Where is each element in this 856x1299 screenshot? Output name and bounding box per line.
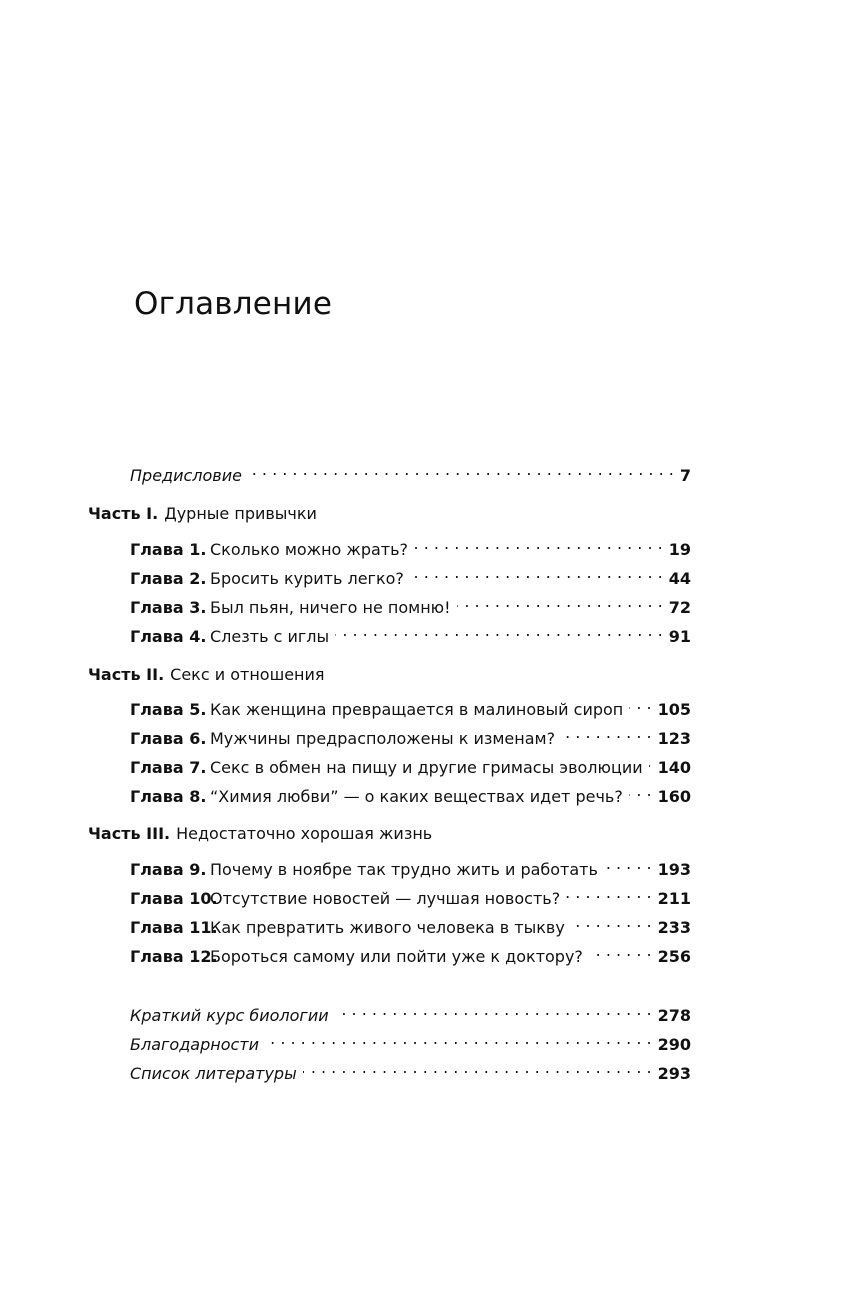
toc-part-3 [88, 823, 432, 845]
page-number: 293 [657, 1064, 691, 1083]
chapter-title: Бросить курить легко? [210, 569, 404, 588]
toc-entry-chapter-1[interactable] [130, 533, 691, 559]
page-number: 233 [657, 918, 691, 937]
chapter-number: Глава 4. [130, 627, 207, 646]
dot-leader [561, 722, 651, 744]
page-number: 72 [668, 598, 691, 617]
toc-entry-chapter-2[interactable] [130, 562, 691, 588]
dot-leader [604, 853, 652, 875]
toc-part-2 [88, 664, 325, 686]
chapter-number: Глава 6. [130, 729, 207, 748]
toc-entry-acknowledgements[interactable] [130, 1028, 691, 1054]
chapter-number: Глава 9. [130, 860, 207, 879]
chapter-title: Почему в ноябре так трудно жить и работать [210, 860, 598, 879]
toc-entry-biology-course[interactable] [130, 999, 691, 1025]
toc-entry-chapter-10[interactable] [130, 882, 691, 908]
page-number: 105 [657, 700, 691, 719]
chapter-number: Глава 7. [130, 758, 207, 777]
entry-title: Предисловие [130, 466, 242, 485]
entry-title: Благодарности [130, 1035, 259, 1054]
chapter-number: Глава 8. [130, 787, 207, 806]
chapter-title: Был пьян, ничего не помню! [210, 598, 451, 617]
chapter-number: Глава 1. [130, 540, 207, 559]
chapter-title: Как женщина превращается в малиновый сироп [210, 700, 624, 719]
dot-leader [629, 780, 652, 802]
page-number: 290 [657, 1035, 691, 1054]
part-title: Дурные привычки [164, 504, 317, 523]
page-number: 91 [668, 627, 691, 646]
dot-leader [335, 999, 652, 1021]
dot-leader [457, 591, 663, 613]
toc-entry-preface[interactable] [130, 459, 691, 485]
page-number: 7 [679, 466, 691, 485]
chapter-number: Глава 3. [130, 598, 207, 617]
chapter-title: Секс в обмен на пищу и другие гримасы эволюции [210, 758, 643, 777]
toc-entry-chapter-6[interactable] [130, 722, 691, 748]
dot-leader [265, 1028, 652, 1050]
page-number: 140 [657, 758, 691, 777]
part-title: Секс и отношения [170, 665, 325, 684]
entry-title: Список литературы [130, 1064, 297, 1083]
page-number: 278 [657, 1006, 691, 1025]
chapter-title: Отсутствие новостей — лучшая новость? [210, 889, 561, 908]
chapter-title: Сколько можно жрать? [210, 540, 409, 559]
toc-entry-chapter-12[interactable] [130, 940, 691, 966]
part-number: Часть I. [88, 504, 159, 523]
chapter-title: “Химия любви” — о каких веществах идет речь? [210, 787, 623, 806]
dot-leader [649, 751, 652, 773]
dot-leader [571, 911, 652, 933]
part-number: Часть III. [88, 824, 171, 843]
chapter-title: Мужчины предрасположены к изменам? [210, 729, 556, 748]
chapter-number: Глава 5. [130, 700, 207, 719]
chapter-title: Слезть с иглы [210, 627, 330, 646]
page-number: 193 [657, 860, 691, 879]
page-number: 160 [657, 787, 691, 806]
dot-leader [566, 882, 651, 904]
part-number: Часть II. [88, 665, 165, 684]
page-number: 19 [668, 540, 691, 559]
chapter-title: Бороться самому или пойти уже к доктору? [210, 947, 583, 966]
page-title: Оглавление [134, 286, 333, 322]
chapter-number: Глава 11. [130, 918, 218, 937]
entry-title: Краткий курс биологии [130, 1006, 329, 1025]
chapter-number: Глава 12. [130, 947, 218, 966]
toc-entry-chapter-4[interactable] [130, 620, 691, 646]
chapter-title: Как превратить живого человека в тыкву [210, 918, 565, 937]
toc-entry-chapter-5[interactable] [130, 693, 691, 719]
page-number: 211 [657, 889, 691, 908]
toc-entry-chapter-11[interactable] [130, 911, 691, 937]
chapter-number: Глава 2. [130, 569, 207, 588]
dot-leader [335, 620, 663, 642]
dot-leader [589, 940, 652, 962]
toc-entry-chapter-3[interactable] [130, 591, 691, 617]
dot-leader [303, 1057, 652, 1079]
dot-leader [414, 533, 663, 555]
toc-entry-chapter-9[interactable] [130, 853, 691, 879]
toc-entry-bibliography[interactable] [130, 1057, 691, 1083]
toc-entry-chapter-8[interactable] [130, 780, 691, 806]
page-number: 44 [668, 569, 691, 588]
toc-entry-chapter-7[interactable] [130, 751, 691, 777]
dot-leader [248, 459, 674, 481]
page-number: 256 [657, 947, 691, 966]
page-number: 123 [657, 729, 691, 748]
dot-leader [410, 562, 663, 584]
dot-leader [629, 693, 651, 715]
part-title: Недостаточно хорошая жизнь [176, 824, 433, 843]
toc-part-1 [88, 503, 317, 525]
chapter-number: Глава 10. [130, 889, 218, 908]
